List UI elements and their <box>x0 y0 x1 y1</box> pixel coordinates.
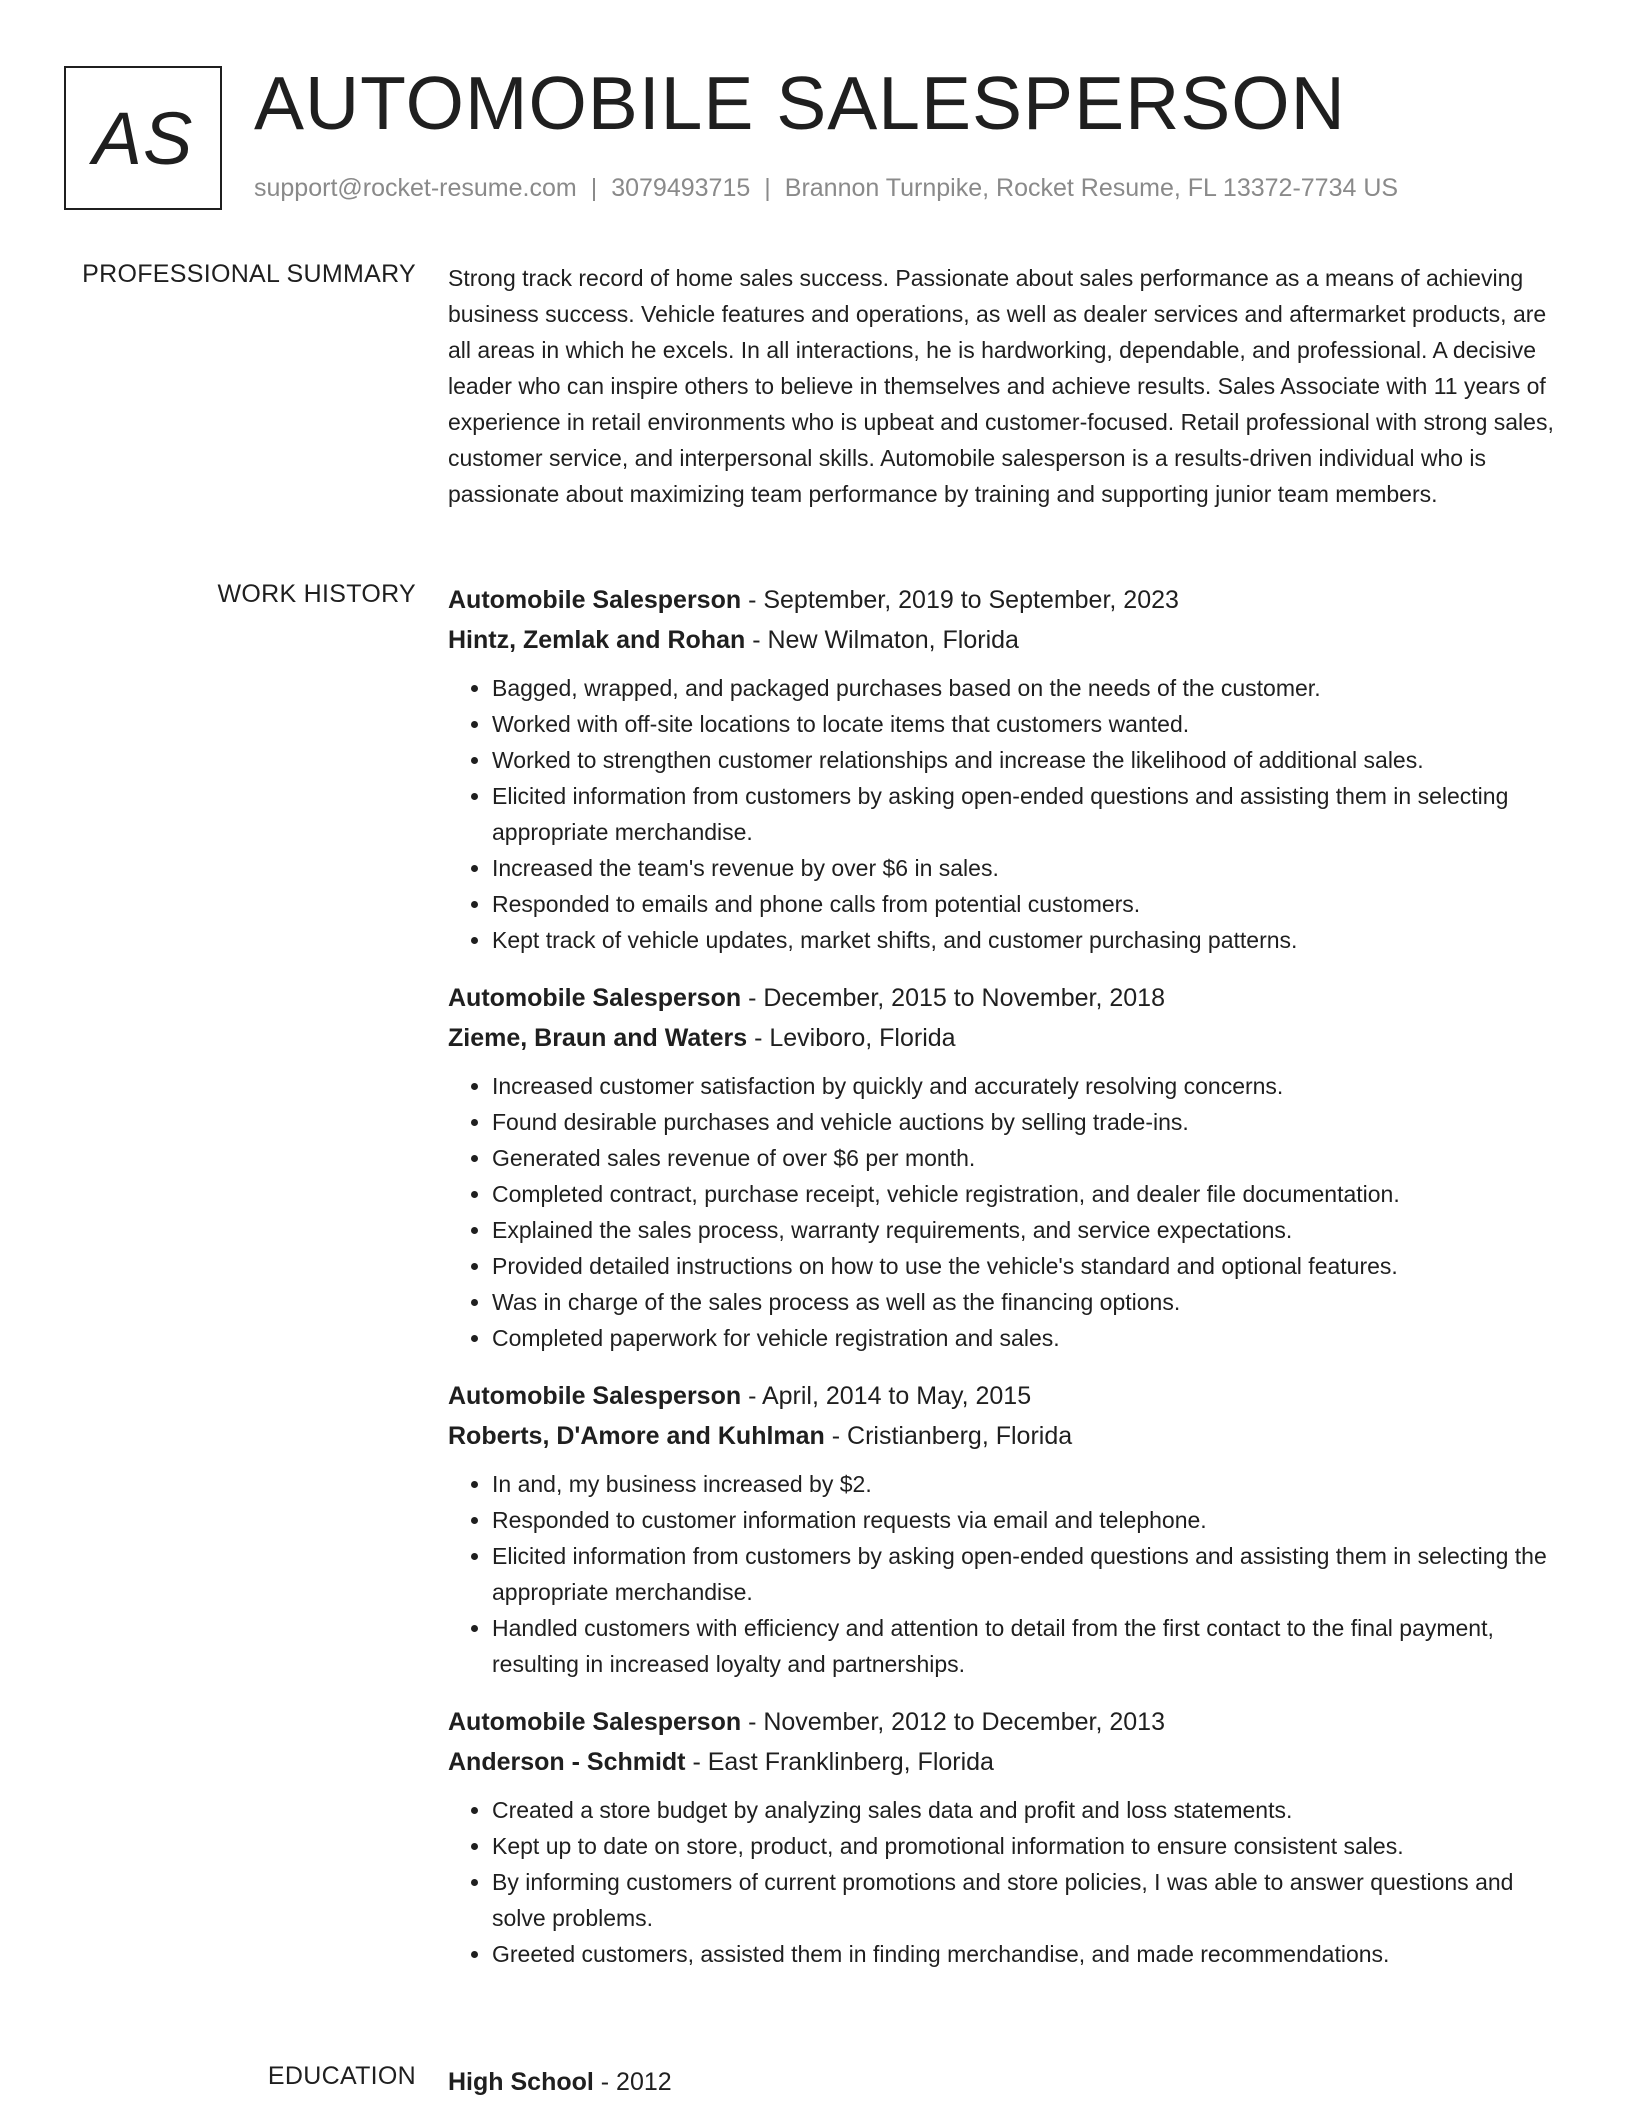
job-bullet: • Completed contract, purchase receipt, vehicle registration, and dealer file documentation. <box>492 1176 1568 1212</box>
job-bullet: • Kept track of vehicle updates, market shifts, and customer purchasing patterns. <box>492 922 1568 958</box>
contact-separator: | <box>590 174 598 202</box>
job-title-line <box>448 1376 1568 1416</box>
job-company: Hintz, Zemlak and Rohan <box>448 626 746 654</box>
job-bullets <box>448 1068 1568 1356</box>
job-location: - East Franklinberg, Florida <box>685 1748 994 1776</box>
summary-text: Strong track record of home sales success. Passionate about sales performance as a means of achieving business success. Vehicle features and operations, as well as dealer services and aftermarket products, are all areas in which he excels. In all interactions, he is hardworking, dependable, and professional. A decisive leader who can inspire others to believe in themselves and achieve results. Sales Associate with 11 years of experience in retail environments who is upbeat and customer-focused. Retail professional with strong sales, customer service, and interpersonal skills. Automobile salesperson is a results-driven individual who is passionate about maximizing team performance by training and supporting junior team members. <box>448 265 1554 507</box>
job-bullet: • Created a store budget by analyzing sales data and profit and loss statements. <box>492 1792 1568 1828</box>
education-body <box>448 2062 1568 2102</box>
job-dates: - December, 2015 to November, 2018 <box>741 984 1165 1012</box>
education-degree: High School <box>448 2068 594 2096</box>
job-location: - Leviboro, Florida <box>747 1024 956 1052</box>
section-title-work: WORK HISTORY <box>217 580 416 608</box>
job-entry <box>448 1376 1568 1682</box>
job-bullet: • Bagged, wrapped, and packaged purchases based on the needs of the customer. <box>492 670 1568 706</box>
job-bullet: • Kept up to date on store, product, and promotional information to ensure consistent sales. <box>492 1828 1568 1864</box>
job-bullet: • Found desirable purchases and vehicle auctions by selling trade-ins. <box>492 1104 1568 1140</box>
job-bullet: • Responded to emails and phone calls from potential customers. <box>492 886 1568 922</box>
job-role: Automobile Salesperson <box>448 1708 742 1736</box>
job-title-line <box>448 580 1568 620</box>
job-company-line <box>448 1416 1568 1456</box>
job-bullet: • Worked with off-site locations to locate items that customers wanted. <box>492 706 1568 742</box>
job-company: Zieme, Braun and Waters <box>448 1024 748 1052</box>
job-company-line <box>448 620 1568 660</box>
job-company-line <box>448 1018 1568 1058</box>
job-dates: - September, 2019 to September, 2023 <box>741 586 1179 614</box>
job-bullet: • Elicited information from customers by asking open-ended questions and assisting them in selecting the appropriate merchandise. <box>492 1538 1568 1610</box>
contact-email[interactable]: support@rocket-resume.com <box>254 174 577 202</box>
job-entry <box>448 1702 1568 1972</box>
job-entry <box>448 978 1568 1356</box>
education-line <box>448 2062 1568 2102</box>
job-bullet: • Explained the sales process, warranty requirements, and service expectations. <box>492 1212 1568 1248</box>
job-bullet: • In and, my business increased by $2. <box>492 1466 1568 1502</box>
job-company: Roberts, D'Amore and Kuhlman <box>448 1422 825 1450</box>
job-entry <box>448 580 1568 958</box>
job-bullet: • Worked to strengthen customer relationships and increase the likelihood of additional sales. <box>492 742 1568 778</box>
section-title-education: EDUCATION <box>267 2062 416 2090</box>
job-title-line <box>448 978 1568 1018</box>
contact-line <box>254 174 1398 203</box>
job-dates: - April, 2014 to May, 2015 <box>741 1382 1032 1410</box>
job-location: - New Wilmaton, Florida <box>745 626 1019 654</box>
resume-header <box>64 61 1604 216</box>
section-title-summary: PROFESSIONAL SUMMARY <box>82 260 416 288</box>
job-role: Automobile Salesperson <box>448 984 742 1012</box>
job-dates: - November, 2012 to December, 2013 <box>741 1708 1165 1736</box>
job-location: - Cristianberg, Florida <box>824 1422 1073 1450</box>
job-role: Automobile Salesperson <box>448 586 742 614</box>
contact-phone[interactable]: 3079493715 <box>611 174 751 202</box>
job-bullets <box>448 1792 1568 1972</box>
job-title-line <box>448 1702 1568 1742</box>
contact-address: Brannon Turnpike, Rocket Resume, FL 13372-7734 US <box>784 174 1399 202</box>
work-history-body <box>448 580 1568 1992</box>
job-bullet: • Increased customer satisfaction by quickly and accurately resolving concerns. <box>492 1068 1568 1104</box>
job-bullet: • Handled customers with efficiency and attention to detail from the first contact to the final payment, resulting in increased loyalty and partnerships. <box>492 1610 1568 1682</box>
job-bullet: • Elicited information from customers by asking open-ended questions and assisting them in selecting appropriate merchandise. <box>492 778 1568 850</box>
contact-separator: | <box>764 174 771 202</box>
monogram-badge: AS <box>64 66 222 210</box>
job-company: Anderson - Schmidt <box>448 1748 686 1776</box>
job-bullet: • Generated sales revenue of over $6 per month. <box>492 1140 1568 1176</box>
job-bullets <box>448 670 1568 958</box>
job-bullet: • Greeted customers, assisted them in finding merchandise, and made recommendations. <box>492 1936 1568 1972</box>
job-bullets <box>448 1466 1568 1682</box>
job-bullet: • By informing customers of current promotions and store policies, I was able to answer questions and solve problems. <box>492 1864 1568 1936</box>
job-company-line <box>448 1742 1568 1782</box>
job-bullet: • Provided detailed instructions on how to use the vehicle's standard and optional features. <box>492 1248 1568 1284</box>
job-bullet: • Responded to customer information requests via email and telephone. <box>492 1502 1568 1538</box>
job-bullet: • Increased the team's revenue by over $6 in sales. <box>492 850 1568 886</box>
candidate-name: AUTOMOBILE SALESPERSON <box>254 61 1346 145</box>
education-year: - 2012 <box>593 2068 672 2096</box>
job-bullet: • Completed paperwork for vehicle registration and sales. <box>492 1320 1568 1356</box>
summary-body <box>448 260 1568 512</box>
job-role: Automobile Salesperson <box>448 1382 742 1410</box>
job-bullet: • Was in charge of the sales process as well as the financing options. <box>492 1284 1568 1320</box>
